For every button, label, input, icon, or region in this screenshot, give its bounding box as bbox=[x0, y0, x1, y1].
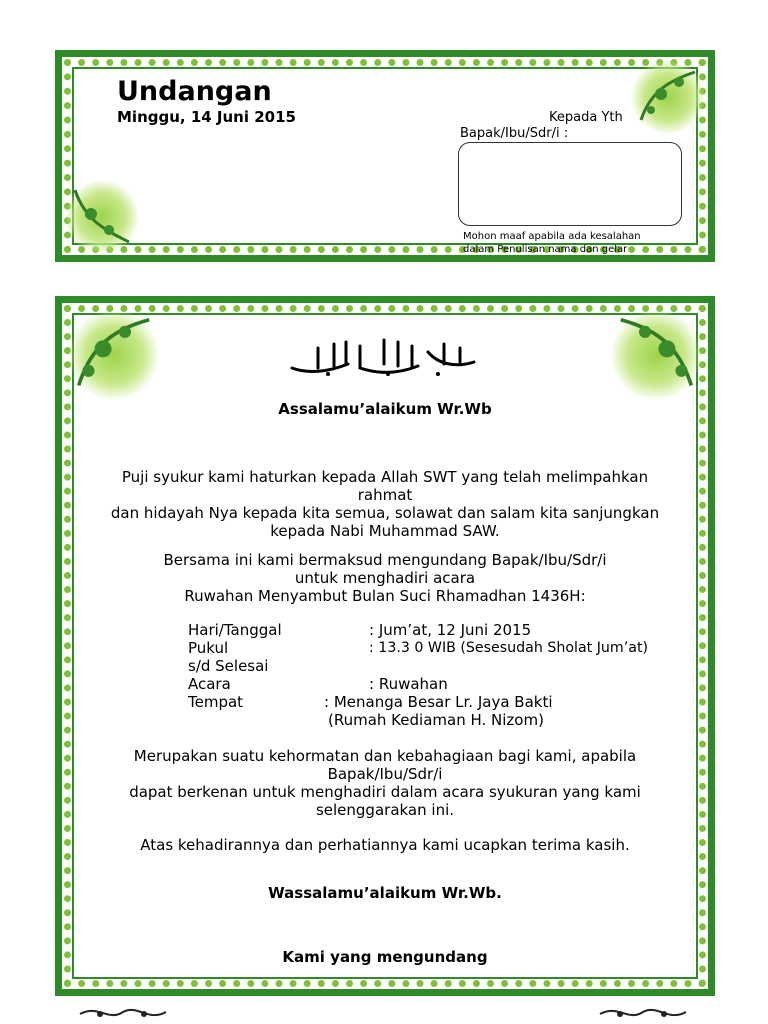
floral-ornament-icon bbox=[69, 310, 159, 400]
floral-ornament-icon bbox=[65, 180, 139, 254]
text-line: kepada Nabi Muhammad SAW. bbox=[270, 522, 500, 540]
detail-label-place: Tempat bbox=[188, 693, 244, 711]
text-line: Puji syukur kami haturkan kepada Allah SWT yang telah melimpahkan bbox=[121, 468, 649, 486]
recipient-name-box[interactable] bbox=[458, 142, 682, 226]
detail-value-place: : Menanga Besar Lr. Jaya Bakti bbox=[324, 693, 553, 711]
thanks-line: Atas kehadirannya dan perhatiannya kami ucapkan terima kasih. bbox=[140, 836, 630, 854]
floral-ornament-icon bbox=[631, 60, 705, 134]
text-line: Ruwahan Menyambut Bulan Suci Rhamadhan 1436H: bbox=[184, 587, 586, 605]
bismillah-calligraphy-icon bbox=[288, 334, 478, 380]
closing-paragraph bbox=[55, 747, 715, 819]
text-line: Merupakan suatu kehormatan dan kebahagiaan bagi kami, apabila bbox=[133, 747, 637, 765]
detail-label-time: Pukul bbox=[188, 639, 229, 657]
apology-note: Mohon maaf apabila ada kesalahan dalam Penulisan nama dan gelar bbox=[463, 231, 641, 255]
invitation-date: Minggu, 14 Juni 2015 bbox=[117, 108, 296, 126]
flourish-icon bbox=[598, 1002, 688, 1024]
detail-value-time: : 13.3 0 WIB (Sesesudah Sholat Jum’at) bbox=[369, 640, 649, 656]
invitation-letter-card bbox=[55, 296, 715, 996]
text-line: Bapak/Ibu/Sdr/i bbox=[327, 765, 443, 783]
detail-time-continued: s/d Selesai bbox=[188, 657, 269, 675]
text-line: dapat berkenan untuk menghadiri dalam acara syukuran yang kami bbox=[129, 783, 641, 801]
to-label: Kepada Yth bbox=[549, 110, 623, 125]
flourish-icon bbox=[78, 1002, 168, 1024]
invite-paragraph bbox=[55, 551, 715, 605]
text-line: untuk menghadiri acara bbox=[294, 569, 476, 587]
floral-ornament-icon bbox=[611, 310, 701, 400]
detail-label-day: Hari/Tanggal bbox=[188, 621, 282, 639]
text-line: selenggarakan ini. bbox=[315, 801, 455, 819]
text-line: rahmat bbox=[357, 486, 413, 504]
detail-value-place-2: (Rumah Kediaman H. Nizom) bbox=[328, 711, 544, 729]
farewell: Wassalamu’alaikum Wr.Wb. bbox=[268, 884, 502, 902]
greeting: Assalamu’alaikum Wr.Wb bbox=[278, 400, 492, 418]
invitation-envelope-card bbox=[55, 50, 715, 262]
invitation-title: Undangan bbox=[117, 76, 272, 107]
signature-line: Kami yang mengundang bbox=[282, 948, 488, 966]
detail-label-event: Acara bbox=[188, 675, 231, 693]
recipient-label: Bapak/Ibu/Sdr/i : bbox=[460, 126, 569, 141]
detail-value-event: : Ruwahan bbox=[369, 675, 448, 693]
intro-paragraph bbox=[55, 468, 715, 540]
detail-value-day: : Jum’at, 12 Juni 2015 bbox=[369, 621, 532, 639]
text-line: Bersama ini kami bermaksud mengundang Bapak/Ibu/Sdr/i bbox=[163, 551, 607, 569]
text-line: dan hidayah Nya kepada kita semua, solawat dan salam kita sanjungkan bbox=[110, 504, 660, 522]
